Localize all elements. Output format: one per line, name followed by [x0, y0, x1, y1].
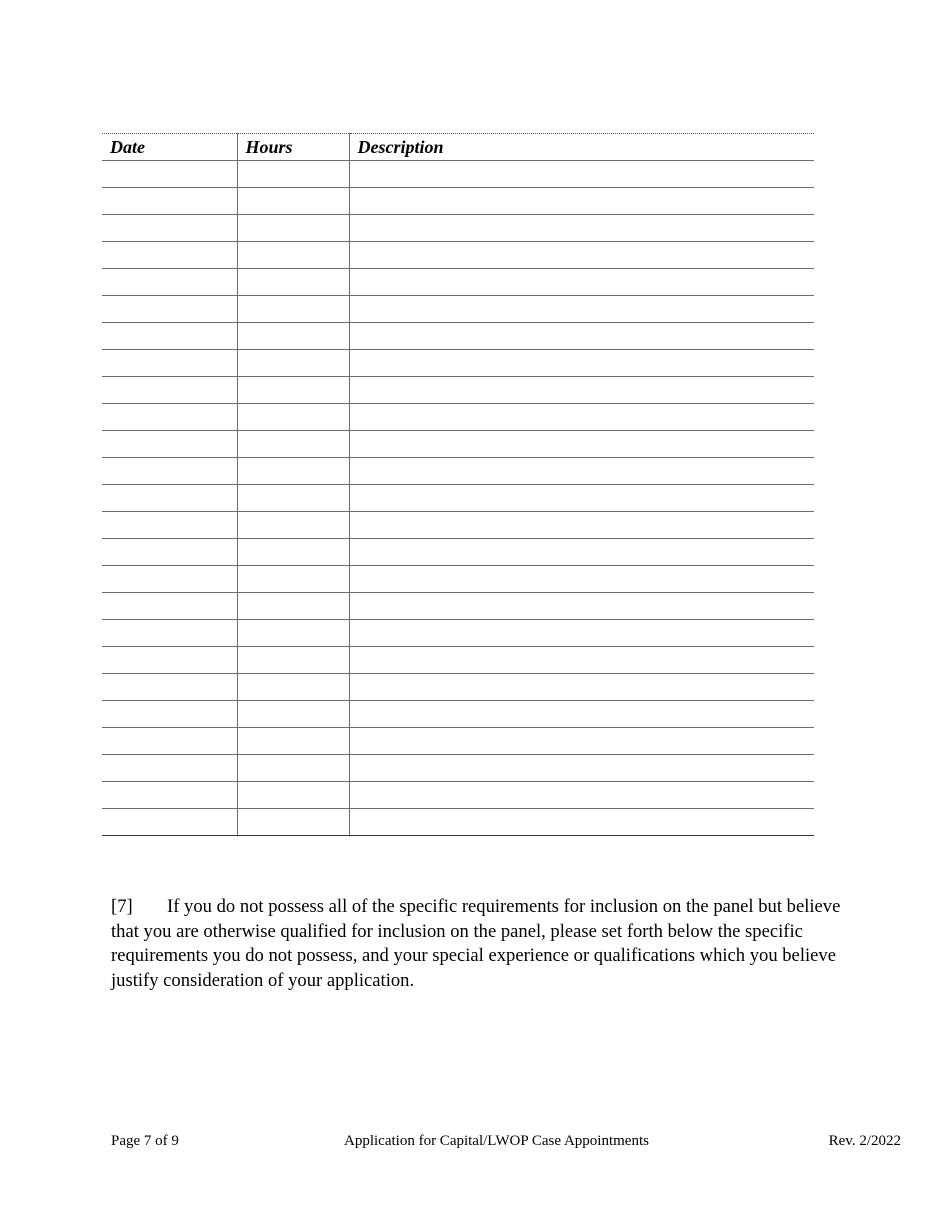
date-cell[interactable]	[102, 323, 237, 350]
date-cell[interactable]	[102, 701, 237, 728]
hours-cell[interactable]	[237, 809, 349, 836]
date-cell[interactable]	[102, 539, 237, 566]
description-cell[interactable]	[349, 782, 814, 809]
hours-cell[interactable]	[237, 242, 349, 269]
description-cell[interactable]	[349, 296, 814, 323]
date-cell[interactable]	[102, 728, 237, 755]
hours-cell[interactable]	[237, 377, 349, 404]
hours-cell[interactable]	[237, 512, 349, 539]
hours-cell[interactable]	[237, 188, 349, 215]
date-cell[interactable]	[102, 215, 237, 242]
table-row	[102, 809, 814, 836]
hours-cell[interactable]	[237, 323, 349, 350]
description-cell[interactable]	[349, 431, 814, 458]
description-cell[interactable]	[349, 242, 814, 269]
description-cell[interactable]	[349, 755, 814, 782]
hours-cell[interactable]	[237, 539, 349, 566]
description-cell[interactable]	[349, 485, 814, 512]
hours-cell[interactable]	[237, 485, 349, 512]
date-cell[interactable]	[102, 458, 237, 485]
description-cell[interactable]	[349, 809, 814, 836]
hours-cell[interactable]	[237, 647, 349, 674]
hours-cell[interactable]	[237, 755, 349, 782]
column-header-hours: Hours	[237, 134, 349, 161]
table-row	[102, 350, 814, 377]
date-cell[interactable]	[102, 188, 237, 215]
description-cell[interactable]	[349, 539, 814, 566]
description-cell[interactable]	[349, 647, 814, 674]
date-cell[interactable]	[102, 350, 237, 377]
description-cell[interactable]	[349, 188, 814, 215]
hours-cell[interactable]	[237, 620, 349, 647]
table-row	[102, 782, 814, 809]
section-number: [7]	[111, 896, 133, 917]
time-log-table	[102, 133, 814, 836]
date-cell[interactable]	[102, 404, 237, 431]
table-row	[102, 404, 814, 431]
page-number: Page 7 of 9	[111, 1133, 179, 1149]
date-cell[interactable]	[102, 782, 237, 809]
hours-cell[interactable]	[237, 350, 349, 377]
date-cell[interactable]	[102, 377, 237, 404]
hours-cell[interactable]	[237, 728, 349, 755]
date-cell[interactable]	[102, 296, 237, 323]
description-cell[interactable]	[349, 161, 814, 188]
table-row	[102, 323, 814, 350]
hours-cell[interactable]	[237, 296, 349, 323]
table-row	[102, 431, 814, 458]
date-cell[interactable]	[102, 161, 237, 188]
hours-cell[interactable]	[237, 215, 349, 242]
table-row	[102, 620, 814, 647]
table-row	[102, 728, 814, 755]
date-cell[interactable]	[102, 431, 237, 458]
table-row	[102, 512, 814, 539]
document-title: Application for Capital/LWOP Case Appointments	[344, 1133, 649, 1149]
date-cell[interactable]	[102, 485, 237, 512]
table-row	[102, 674, 814, 701]
date-cell[interactable]	[102, 755, 237, 782]
description-cell[interactable]	[349, 404, 814, 431]
hours-cell[interactable]	[237, 269, 349, 296]
hours-cell[interactable]	[237, 782, 349, 809]
date-cell[interactable]	[102, 647, 237, 674]
hours-cell[interactable]	[237, 701, 349, 728]
table-row	[102, 593, 814, 620]
page-footer	[0, 1133, 950, 1153]
description-cell[interactable]	[349, 323, 814, 350]
section-7-paragraph	[111, 895, 851, 993]
date-cell[interactable]	[102, 512, 237, 539]
revision-label: Rev. 2/2022	[828, 1133, 901, 1149]
table-row	[102, 647, 814, 674]
description-cell[interactable]	[349, 269, 814, 296]
description-cell[interactable]	[349, 620, 814, 647]
table-row	[102, 161, 814, 188]
description-cell[interactable]	[349, 458, 814, 485]
table-row	[102, 701, 814, 728]
description-cell[interactable]	[349, 674, 814, 701]
description-cell[interactable]	[349, 593, 814, 620]
date-cell[interactable]	[102, 593, 237, 620]
table-row	[102, 539, 814, 566]
date-cell[interactable]	[102, 269, 237, 296]
hours-cell[interactable]	[237, 566, 349, 593]
date-cell[interactable]	[102, 674, 237, 701]
description-cell[interactable]	[349, 215, 814, 242]
hours-cell[interactable]	[237, 431, 349, 458]
date-cell[interactable]	[102, 809, 237, 836]
table-body	[102, 161, 814, 836]
description-cell[interactable]	[349, 512, 814, 539]
table-row	[102, 458, 814, 485]
column-header-description: Description	[349, 134, 814, 161]
table-row	[102, 296, 814, 323]
hours-cell[interactable]	[237, 404, 349, 431]
description-cell[interactable]	[349, 701, 814, 728]
table-row	[102, 485, 814, 512]
date-cell[interactable]	[102, 566, 237, 593]
description-cell[interactable]	[349, 566, 814, 593]
description-cell[interactable]	[349, 377, 814, 404]
hours-cell[interactable]	[237, 458, 349, 485]
table-row	[102, 269, 814, 296]
table-row	[102, 215, 814, 242]
table-row	[102, 566, 814, 593]
table-row	[102, 377, 814, 404]
table-row	[102, 188, 814, 215]
table-header-row	[102, 134, 814, 161]
section-7-text: If you do not possess all of the specific requirements for inclusion on the panel but believe that you are otherwise qualified for inclusion on the panel, please set forth below the specific requirements you do not possess, and your special experience or qualifications which you believe justify consideration of your application.	[111, 896, 841, 991]
column-header-date: Date	[102, 134, 237, 161]
hours-cell[interactable]	[237, 674, 349, 701]
hours-cell[interactable]	[237, 161, 349, 188]
description-cell[interactable]	[349, 728, 814, 755]
date-cell[interactable]	[102, 242, 237, 269]
hours-cell[interactable]	[237, 593, 349, 620]
date-cell[interactable]	[102, 620, 237, 647]
description-cell[interactable]	[349, 350, 814, 377]
table-row	[102, 242, 814, 269]
table-row	[102, 755, 814, 782]
